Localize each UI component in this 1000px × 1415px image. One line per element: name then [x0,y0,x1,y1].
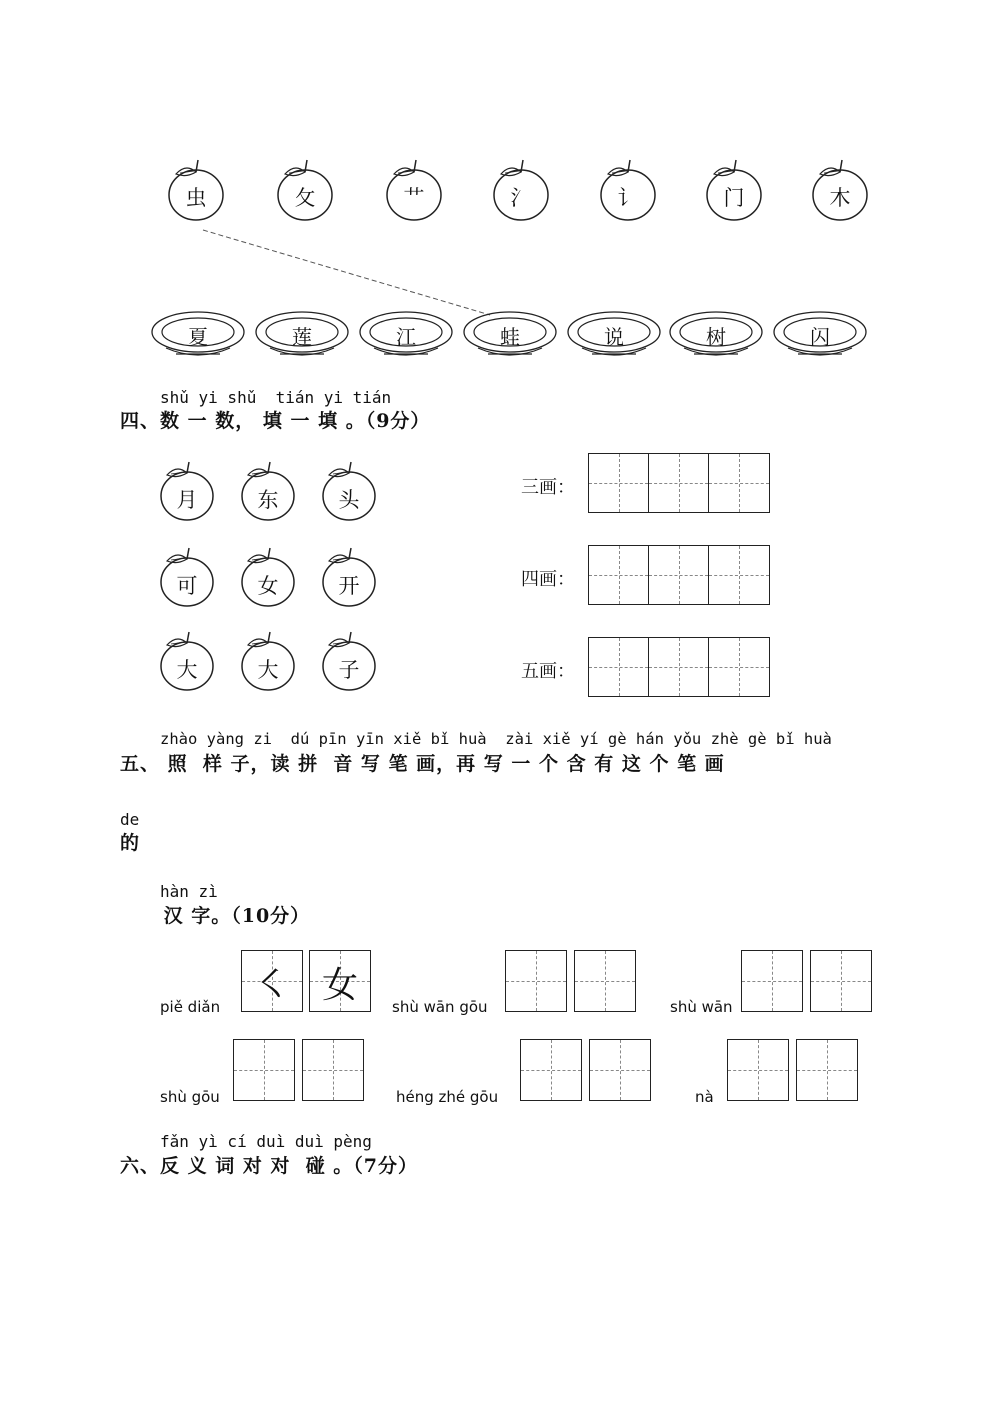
radical-char: 艹 [403,186,425,210]
example-char: 女 [321,965,358,1006]
character-bowl[interactable] [150,310,246,360]
count-apple [320,632,378,692]
bowl-char: 说 [604,325,624,349]
answer-char-box[interactable] [574,950,636,1012]
count-char: 月 [176,488,198,512]
stroke-label-shu-wan-gou: shù wān gōu [392,998,488,1016]
answer-char-box[interactable] [302,1039,364,1101]
radical-char: 讠 [617,186,639,210]
section6-pinyin: fǎn yì cí duì duì pèng [160,1132,372,1151]
count-char: 头 [338,488,360,512]
five-strokes-label: 五画： [521,661,575,682]
stroke-label-pie-dian: piě diǎn [160,998,221,1016]
count-char: 可 [176,574,198,598]
section5-title-hanzi: 汉 字。（10分） [156,905,311,927]
answer-char-box[interactable] [589,1039,651,1101]
radical-char: 氵 [510,186,532,210]
four-strokes-grid[interactable] [588,545,770,605]
example-stroke: ㇛ [253,965,290,1006]
bowl-char: 江 [396,325,416,349]
count-apple [158,462,216,522]
section5-title-de: 的 [120,832,141,854]
character-bowl[interactable] [254,310,350,360]
section5-pinyin: zhào yàng zi dú pīn yīn xiě bǐ huà zài xiě yí gè hán yǒu zhè gè bǐ huà [160,730,832,748]
count-apple [239,632,297,692]
five-strokes-grid[interactable] [588,637,770,697]
bowl-char: 夏 [188,325,208,349]
radical-char: 木 [829,186,851,210]
stroke-label-shu-gou: shù gōu [160,1088,220,1106]
count-char: 东 [257,488,279,512]
section5-pinyin-hanzi: hàn zì [160,882,218,901]
section5-pinyin-de: de [120,810,140,829]
count-apple [239,462,297,522]
stroke-label-shu-wan: shù wān [670,998,733,1016]
character-bowl[interactable] [462,310,558,360]
example-char-box [309,950,371,1012]
character-bowl[interactable] [668,310,764,360]
section5-title: 五、 照 样 子，读 拼 音 写 笔 画，再 写 一 个 含 有 这 个 笔 画 [120,753,725,775]
four-strokes-label: 四画： [521,569,575,590]
three-strokes-label: 三画： [521,477,575,498]
answer-char-box[interactable] [796,1039,858,1101]
three-strokes-grid[interactable] [588,453,770,513]
answer-stroke-box[interactable] [520,1039,582,1101]
radical-char: 攵 [294,186,316,210]
radical-char: 虫 [185,186,207,210]
count-char: 开 [338,574,360,598]
bowl-char: 树 [706,325,726,349]
bowl-char: 闪 [810,325,830,349]
character-bowl[interactable] [358,310,454,360]
count-apple [320,462,378,522]
count-char: 子 [338,658,360,682]
example-stroke-box [241,950,303,1012]
count-char: 女 [257,574,279,598]
count-apple [158,548,216,608]
count-apple [320,548,378,608]
bowl-char: 蛙 [500,325,520,349]
section4-title: 四、数 一 数， 填 一 填 。（9分） [120,410,431,432]
answer-char-box[interactable] [810,950,872,1012]
bowl-char: 莲 [292,325,312,349]
character-bowl[interactable] [566,310,662,360]
answer-stroke-box[interactable] [505,950,567,1012]
count-apple [239,548,297,608]
answer-stroke-box[interactable] [741,950,803,1012]
answer-stroke-box[interactable] [727,1039,789,1101]
stroke-label-heng-zhe-gou: héng zhé gōu [396,1088,499,1106]
radical-char: 门 [723,186,745,210]
section4-pinyin: shǔ yi shǔ tián yi tián [160,388,392,407]
count-apple [158,632,216,692]
count-char: 大 [176,658,198,682]
count-char: 大 [257,658,279,682]
answer-stroke-box[interactable] [233,1039,295,1101]
character-bowl[interactable] [772,310,868,360]
section6-title: 六、反 义 词 对 对 碰 。（7分） [120,1155,419,1177]
stroke-label-na: nà [695,1088,714,1106]
